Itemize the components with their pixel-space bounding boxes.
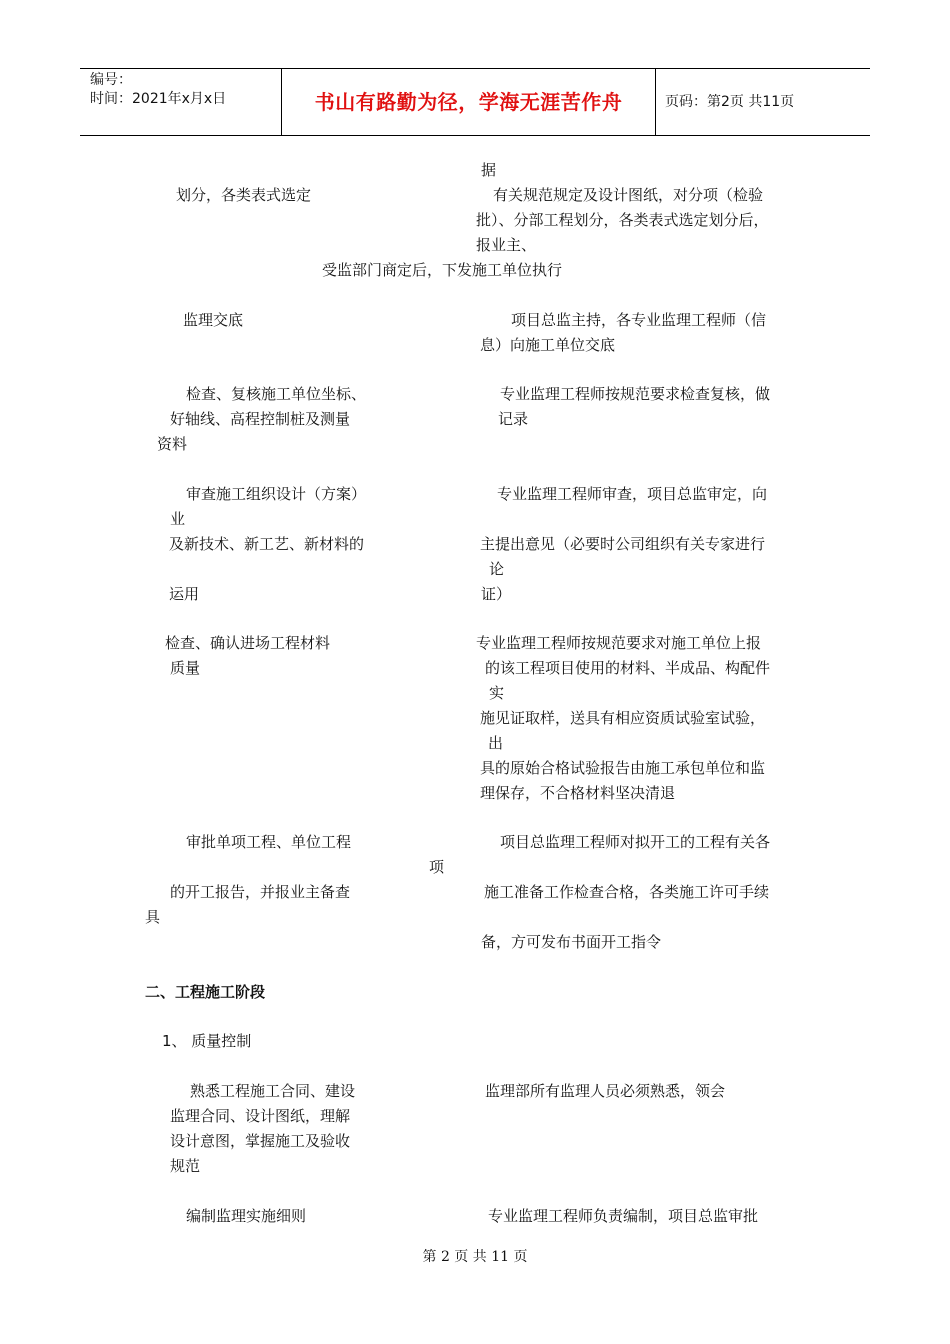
row-right-line: 施见证取样，送具有相应资质试验室试验， xyxy=(480,709,766,727)
header-left-cell xyxy=(80,69,282,135)
row-left-line: 审查施工组织设计（方案） xyxy=(186,485,367,503)
row-right-line: 证） xyxy=(481,585,512,603)
motto: 书山有路勤为径，学海无涯苦作舟 xyxy=(314,90,623,114)
row-right-line: 记录 xyxy=(498,410,529,428)
page-footer: 第 2 页 共 11 页 xyxy=(422,1249,528,1265)
row-extra-line: 受监部门商定后，下发施工单位执行 xyxy=(322,261,563,279)
row-left-line: 资料 xyxy=(157,435,188,453)
row-left-line: 的开工报告，并报业主备查 xyxy=(170,883,351,901)
row-right-line: 的该工程项目使用的材料、半成品、构配件 xyxy=(485,659,771,677)
row-left-line: 业 xyxy=(170,510,186,528)
page-info: 页码：第2页 共11页 xyxy=(665,94,795,110)
row-left-line: 监理合同、设计图纸，理解 xyxy=(170,1107,351,1125)
row-right-line: 有关规范规定及设计图纸，对分项（检验 xyxy=(493,186,764,204)
time-label: 时间：2021年x月x日 xyxy=(90,91,227,107)
row-right-line: 理保存，不合格材料坚决清退 xyxy=(480,784,676,802)
row-left-line: 及新技术、新工艺、新材料的 xyxy=(169,535,365,553)
row-right-line: 专业监理工程师按规范要求检查复核，做 xyxy=(500,385,771,403)
row-right-line: 专业监理工程师负责编制，项目总监审批 xyxy=(488,1207,759,1225)
number-label: 编号： xyxy=(90,72,132,88)
row-right-line: 据 xyxy=(481,161,497,179)
header-motto-cell xyxy=(282,69,656,135)
header-table xyxy=(80,68,870,136)
row-left-line: 检查、确认进场工程材料 xyxy=(165,634,331,652)
row-left-line: 运用 xyxy=(169,585,200,603)
row-left-line: 好轴线、高程控制桩及测量 xyxy=(170,410,351,428)
row-left-line: 项 xyxy=(429,858,445,876)
row-left-line: 设计意图，掌握施工及验收 xyxy=(170,1132,351,1150)
row-left-line: 划分，各类表式选定 xyxy=(176,186,312,204)
row-right-line: 论 xyxy=(489,560,505,578)
row-right-line: 息）向施工单位交底 xyxy=(480,336,616,354)
row-right-line: 备，方可发布书面开工指令 xyxy=(481,933,662,951)
row-left-line: 审批单项工程、单位工程 xyxy=(186,833,352,851)
row-right-line: 项目总监理工程师对拟开工的工程有关各 xyxy=(500,833,771,851)
row-right-line: 专业监理工程师审查，项目总监审定，向 xyxy=(497,485,768,503)
subsection-heading: 1、 质量控制 xyxy=(162,1032,252,1050)
row-right-line: 项目总监主持，各专业监理工程师（信 xyxy=(511,311,767,329)
row-left-line: 具 xyxy=(145,908,161,926)
row-right-line: 批）、分部工程划分，各类表式选定划分后， xyxy=(476,211,769,229)
row-left-line: 检查、复核施工单位坐标、 xyxy=(186,385,367,403)
row-left-line: 编制监理实施细则 xyxy=(186,1207,307,1225)
row-right-line: 专业监理工程师按规范要求对施工单位上报 xyxy=(476,634,762,652)
row-left-line: 规范 xyxy=(170,1157,201,1175)
row-left-line: 熟悉工程施工合同、建设 xyxy=(190,1082,356,1100)
row-left-line: 质量 xyxy=(170,659,201,677)
row-right-line: 实 xyxy=(489,684,505,702)
row-right-line: 出 xyxy=(488,734,504,752)
section-heading: 二、工程施工阶段 xyxy=(145,983,266,1001)
row-right-line: 报业主、 xyxy=(476,236,537,254)
row-right-line: 施工准备工作检查合格，各类施工许可手续 xyxy=(484,883,770,901)
row-right-line: 主提出意见（必要时公司组织有关专家进行 xyxy=(480,535,766,553)
row-right-line: 监理部所有监理人员必须熟悉，领会 xyxy=(485,1082,726,1100)
row-right-line: 具的原始合格试验报告由施工承包单位和监 xyxy=(480,759,766,777)
row-left-line: 监理交底 xyxy=(183,311,244,329)
